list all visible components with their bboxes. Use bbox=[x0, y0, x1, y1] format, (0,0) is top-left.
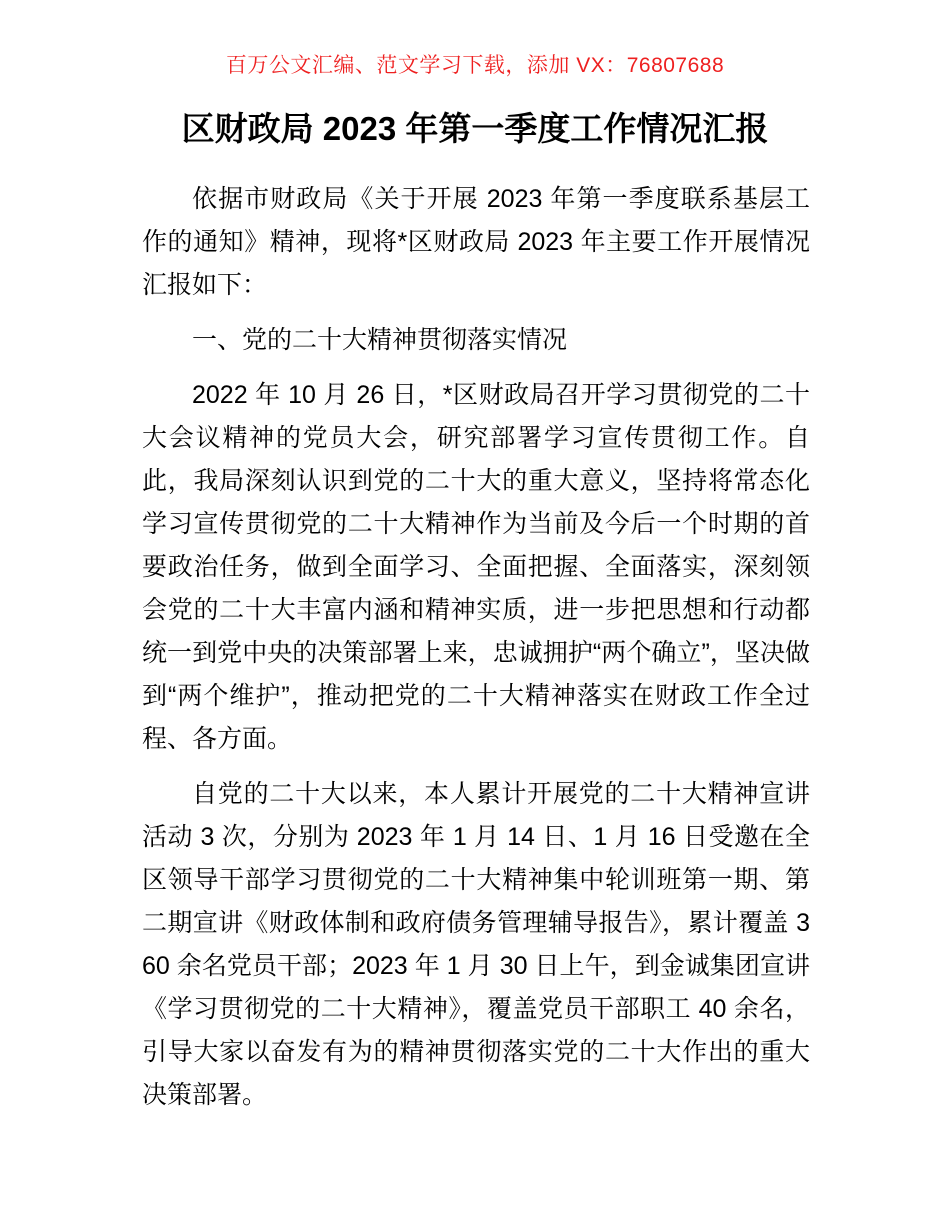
document-body bbox=[0, 178, 950, 1117]
section-heading-1: 一、党的二十大精神贯彻落实情况 bbox=[192, 326, 568, 354]
paragraph-section1-body-1: 2022 年 10 月 26 日，*区财政局召开学习贯彻党的二十大会议精神的党员大会，研究部署学习宣传贯彻工作。自此，我局深刻认识到党的二十大的重大意义，坚持将常态化学习宣传贯彻党的二十大精神作为当前及今后一个时期的首要政治任务，做到全面学习、全面把握、全面落实，深刻领会党的二十大丰富内涵和精神实质，进一步把思想和行动都统一到党中央的决策部署上来，忠诚拥护“两个确立”，坚决做到“两个维护”，推动把党的二十大精神落实在财政工作全过程、各方面。 bbox=[142, 381, 810, 753]
page-title: 区财政局 2023 年第一季度工作情况汇报 bbox=[181, 110, 769, 147]
watermark-text: 百万公文汇编、范文学习下载，添加 VX：76807688 bbox=[225, 54, 725, 77]
document-page bbox=[0, 53, 950, 1230]
paragraph-intro: 依据市财政局《关于开展 2023 年第一季度联系基层工作的通知》精神，现将*区财政局 2023 年主要工作开展情况汇报如下： bbox=[142, 185, 810, 299]
paragraph-section1-body-2: 自党的二十大以来，本人累计开展党的二十大精神宣讲活动 3 次，分别为 2023 年 1 月 14 日、1 月 16 日受邀在全区领导干部学习贯彻党的二十大精神集中轮训班第一期、第二期宣讲《财政体制和政府债务管理辅导报告》，累计覆盖 360 余名党员干部；2023 年 1 月 30 日上午，到金诚集团宣讲《学习贯彻党的二十大精神》，覆盖党员干部职工 40 余名，引导大家以奋发有为的精神贯彻落实党的二十大作出的重大决策部署。 bbox=[142, 780, 810, 1109]
